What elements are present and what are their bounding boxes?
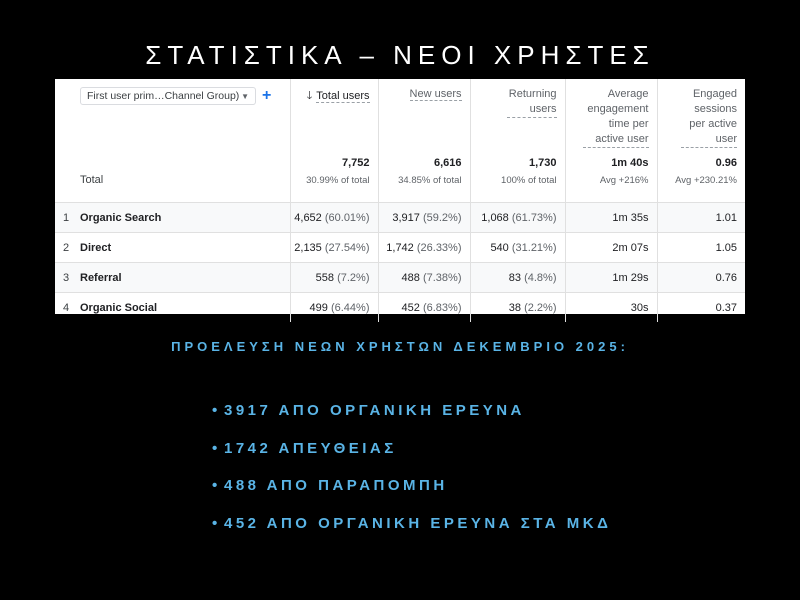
bullet-icon: • <box>212 514 218 532</box>
cell-pct: (4.8%) <box>524 271 557 284</box>
col-header-returning-users[interactable]: Returning users <box>470 79 565 157</box>
cell-value: 540 <box>490 241 509 254</box>
cell-pct: (31.21%) <box>511 241 557 254</box>
cell-pct: (7.38%) <box>422 271 462 284</box>
total-sub: Avg +216% <box>599 175 649 186</box>
table-row[interactable] <box>55 293 745 323</box>
cell-value: 38 <box>508 301 522 314</box>
col-header-engaged-sessions[interactable]: Engaged sessions per active user <box>657 79 745 157</box>
cell-value: 0.76 <box>657 263 745 293</box>
col-header-new-users[interactable]: New users <box>378 79 470 157</box>
total-value: 7,752 <box>341 157 370 169</box>
row-channel: Referral <box>80 263 290 293</box>
cell-pct: (26.33%) <box>416 241 462 254</box>
row-channel: Organic Social <box>80 293 290 323</box>
cell-pct: (60.01%) <box>324 211 370 224</box>
dimension-select-label: First user prim…Channel Group) <box>87 90 240 102</box>
cell-pct: (27.54%) <box>324 241 370 254</box>
cell-value: 30s <box>565 293 657 323</box>
row-channel: Direct <box>80 233 290 263</box>
dimension-header <box>80 79 290 157</box>
plus-icon[interactable]: + <box>262 87 272 105</box>
total-value: 0.96 <box>715 157 737 169</box>
cell-value: 1m 35s <box>565 203 657 233</box>
cell-pct: (6.44%) <box>330 301 370 314</box>
total-row <box>55 157 745 203</box>
bullet-icon: • <box>212 477 218 494</box>
cell-value: 499 <box>309 301 328 314</box>
cell-value: 1,068 <box>481 211 509 224</box>
cell-pct: (2.2%) <box>524 301 557 314</box>
bullet-icon: • <box>212 402 218 419</box>
bullet-icon: • <box>212 439 218 457</box>
dimension-select[interactable] <box>80 87 256 105</box>
arrow-down-icon: 🡓 <box>306 90 313 102</box>
section-subtitle: ΠΡΟΕΛΕΥΣΗ ΝΕΩΝ ΧΡΗΣΤΩΝ ΔΕΚΕΜΒΡΙΟ 2025: <box>171 339 629 354</box>
cell-value: 1,742 <box>386 241 414 254</box>
chevron-down-icon: ▼ <box>241 91 249 101</box>
row-index: 3 <box>55 263 80 293</box>
cell-value: 2m 07s <box>565 233 657 263</box>
row-channel: Organic Search <box>80 203 290 233</box>
row-index: 4 <box>55 293 80 323</box>
cell-value: 3,917 <box>392 211 420 224</box>
total-sub: Avg +230.21% <box>675 175 737 186</box>
cell-value: 452 <box>401 301 420 314</box>
slide-title: ΣΤΑΤΙΣΤΙΚΑ – ΝΕΟΙ ΧΡΗΣΤΕΣ <box>145 40 655 70</box>
table-row[interactable] <box>55 263 745 293</box>
list-item: • 452 ΑΠΟ ΟΡΓΑΝΙΚΗ ΕΡΕΥΝΑ ΣΤΑ ΜΚΔ <box>212 509 611 547</box>
total-value: 1m 40s <box>611 157 649 169</box>
cell-pct: (7.2%) <box>337 271 370 284</box>
cell-value: 1.01 <box>657 203 745 233</box>
table-row[interactable] <box>55 233 745 263</box>
cell-pct: (59.2%) <box>422 211 462 224</box>
total-value: 1,730 <box>528 157 557 169</box>
cell-value: 0.37 <box>657 293 745 323</box>
cell-value: 1.05 <box>657 233 745 263</box>
col-header-total-users[interactable]: 🡓 Total users <box>290 79 378 157</box>
total-sub: 100% of total <box>501 175 557 186</box>
list-item: • 488 ΑΠΟ ΠΑΡΑΠΟΜΠΗ <box>212 471 611 509</box>
table-row[interactable] <box>55 203 745 233</box>
total-sub: 30.99% of total <box>306 175 370 186</box>
list-item: • 1742 ΑΠΕΥΘΕΙΑΣ <box>212 434 611 472</box>
list-item: • 3917 ΑΠΟ ΟΡΓΑΝΙΚΗ ΕΡΕΥΝΑ <box>212 396 611 434</box>
total-label: Total <box>80 173 104 186</box>
total-sub: 34.85% of total <box>398 175 462 186</box>
cell-value: 83 <box>508 271 522 284</box>
cell-value: 2,135 <box>294 241 322 254</box>
cell-value: 1m 29s <box>565 263 657 293</box>
col-header-avg-engagement[interactable]: Average engagement time per active user <box>565 79 657 157</box>
cell-value: 4,652 <box>294 211 322 224</box>
cell-value: 558 <box>315 271 335 284</box>
cell-pct: (6.83%) <box>422 301 462 314</box>
analytics-table <box>55 79 745 314</box>
row-index: 1 <box>55 203 80 233</box>
cell-value: 488 <box>401 271 420 284</box>
total-value: 6,616 <box>433 157 462 169</box>
row-index: 2 <box>55 233 80 263</box>
cell-pct: (61.73%) <box>511 211 557 224</box>
summary-list <box>212 396 611 546</box>
